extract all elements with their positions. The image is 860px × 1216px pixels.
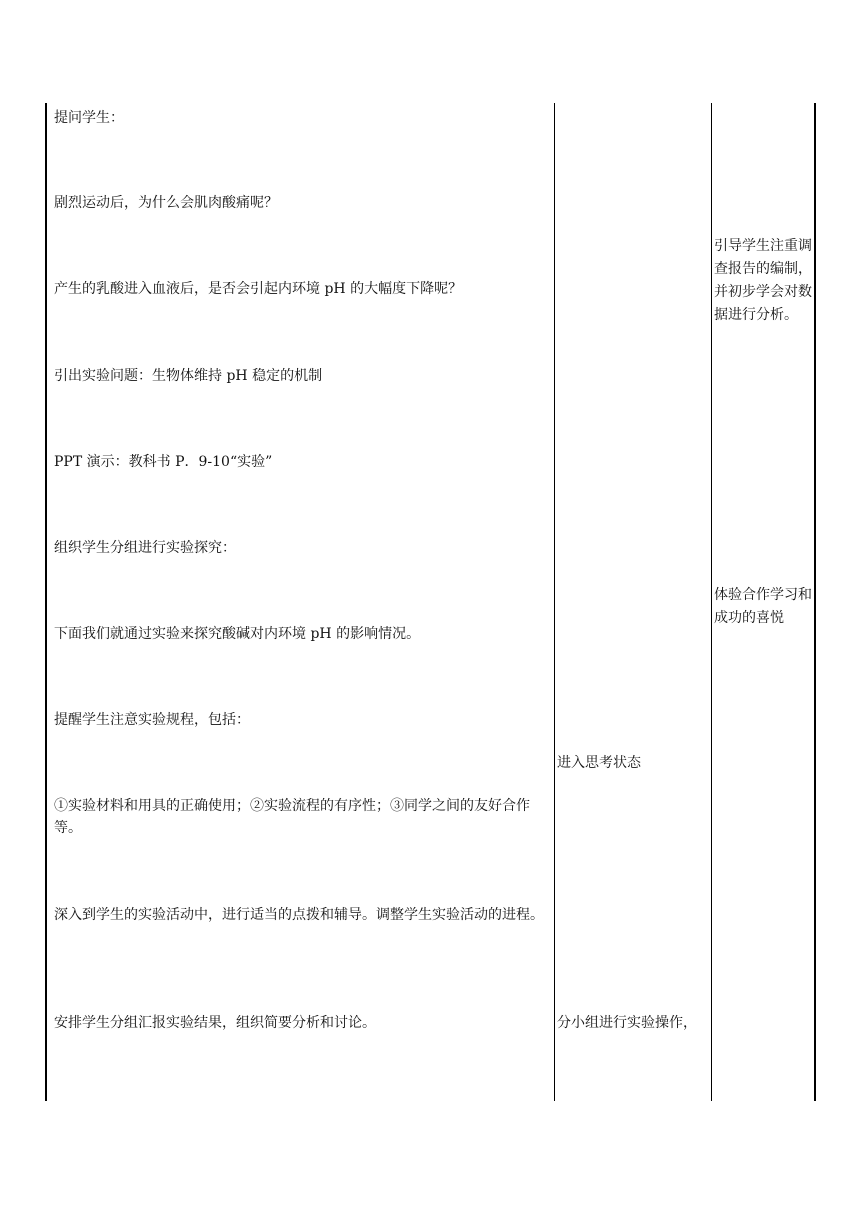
student-paragraph: 进入思考状态: [557, 755, 641, 771]
table-divider-2: [711, 103, 712, 1101]
teacher-paragraph: 安排学生分组汇报实验结果，组织简要分析和讨论。: [54, 1015, 376, 1031]
table-border-left: [45, 103, 47, 1101]
teacher-paragraph: 下面我们就通过实验来探究酸碱对内环境 pH 的影响情况。: [54, 626, 421, 642]
teacher-paragraph: 深入到学生的实验活动中，进行适当的点拨和辅导。调整学生实验活动的进程。: [54, 907, 544, 923]
teacher-paragraph: 提醒学生注意实验规程，包括：: [54, 712, 250, 728]
teacher-paragraph: ①实验材料和用具的正确使用；②实验流程的有序性；③同学之间的友好合作等。: [54, 798, 530, 836]
teacher-paragraph: PPT 演示：教科书 P．9-10“实验”: [54, 454, 273, 470]
teacher-paragraph: 引出实验问题：生物体维持 pH 稳定的机制: [54, 368, 323, 384]
table-border-right: [814, 103, 816, 1101]
teacher-paragraph: 提问学生：: [54, 110, 124, 126]
student-paragraph: 分小组进行实验操作，: [557, 1015, 697, 1031]
teacher-paragraph: 剧烈运动后，为什么会肌肉酸痛呢？: [54, 195, 278, 211]
teacher-paragraph: 产生的乳酸进入血液后，是否会引起内环境 pH 的大幅度下降呢？: [54, 281, 463, 297]
teacher-paragraph: 组织学生分组进行实验探究：: [54, 540, 236, 556]
table-divider-1: [554, 103, 555, 1101]
intent-paragraph: 引导学生注重调查报告的编制，并初步学会对数据进行分析。: [714, 238, 812, 323]
intent-paragraph: 体验合作学习和成功的喜悦: [714, 587, 812, 626]
